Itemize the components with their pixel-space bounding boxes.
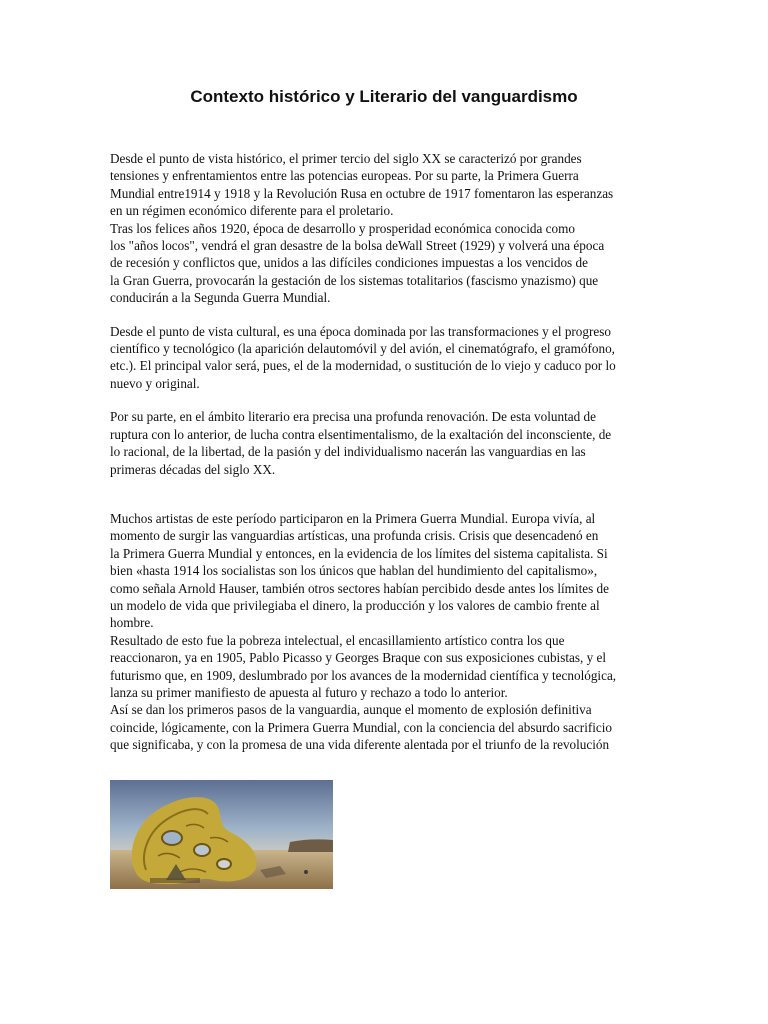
text-line: momento de surgir las vanguardias artísticas, una profunda crisis. Crisis que desencadenó en	[110, 528, 599, 544]
text-line: en un régimen económico diferente para el proletario.	[110, 203, 394, 219]
text-line: científico y tecnológico (la aparición delautomóvil y del avión, el cinematógrafo, el gramófono,	[110, 341, 615, 357]
document-body	[110, 150, 658, 754]
text-line: reaccionaron, ya en 1905, Pablo Picasso y Georges Braque con sus exposiciones cubistas, y el	[110, 650, 606, 666]
paragraph-spacer	[110, 392, 658, 408]
text-line: la Primera Guerra Mundial y entonces, en la evidencia de los límites del sistema capitalista. Si	[110, 545, 608, 561]
text-line: que significaba, y con la promesa de una vida diferente alentada por el triunfo de la revolución	[110, 737, 610, 753]
text-line: un modelo de vida que privilegiaba el dinero, la producción y los valores de cambio frente al	[110, 597, 600, 613]
text-line: Tras los felices años 1920, época de desarrollo y prosperidad económica conocida como	[110, 220, 575, 236]
text-line: lanza su primer manifiesto de apuesta al futuro y rechazo a todo lo anterior.	[110, 684, 508, 700]
text-line: coincide, lógicamente, con la Primera Guerra Mundial, con la conciencia del absurdo sacrificio	[110, 719, 613, 735]
text-line: tensiones y enfrentamientos entre las potencias europeas. Por su parte, la Primera Guerra	[110, 168, 579, 184]
text-line: futurismo que, en 1909, deslumbrado por los avances de la modernidad científica y tecnológica,	[110, 667, 617, 683]
document-title: Contexto histórico y Literario del vanguardismo	[190, 87, 578, 106]
text-line: Muchos artistas de este período participaron en la Primera Guerra Mundial. Europa vivía, al	[110, 510, 596, 526]
text-line: etc.). El principal valor será, pues, el de la modernidad, o sustitución de lo viejo y caduco por lo	[110, 358, 616, 374]
text-line: Desde el punto de vista histórico, el primer tercio del siglo XX se caracterizó por grandes	[110, 151, 582, 166]
text-line: Mundial entre1914 y 1918 y la Revolución Rusa en octubre de 1917 fomentaron las esperanzas	[110, 185, 614, 201]
text-line: Desde el punto de vista cultural, es una época dominada por las transformaciones y el progreso	[110, 323, 611, 339]
text-line: nuevo y original.	[110, 375, 200, 391]
text-line: lo racional, de la libertad, de la pasión y del individualismo nacerán las vanguardias en las	[110, 444, 586, 460]
text-line: Resultado de esto fue la pobreza intelectual, el encasillamiento artístico contra los que	[110, 632, 565, 648]
paragraph-literary-context	[110, 408, 658, 478]
paragraph-artists-war	[110, 510, 658, 754]
paragraph-historical-context	[110, 150, 658, 307]
text-line: la Gran Guerra, provocarán la gestación de los sistemas totalitarios (fascismo ynazismo) que	[110, 272, 599, 288]
paragraph-spacer	[110, 307, 658, 323]
surrealist-painting-image	[110, 780, 333, 889]
text-line: Así se dan los primeros pasos de la vanguardia, aunque el momento de explosión definitiva	[110, 702, 592, 718]
text-line: bien «hasta 1914 los socialistas son los únicos que hablan del hundimiento del capitalismo»,	[110, 563, 598, 579]
text-line: de recesión y conflictos que, unidos a las difíciles condiciones impuestas a los vencidos de	[110, 255, 588, 271]
text-line: hombre.	[110, 615, 154, 631]
text-line: Por su parte, en el ámbito literario era precisa una profunda renovación. De esta voluntad de	[110, 409, 596, 425]
text-line: los "años locos", vendrá el gran desastre de la bolsa deWall Street (1929) y volverá una época	[110, 238, 605, 254]
text-line: conducirán a la Segunda Guerra Mundial.	[110, 290, 331, 306]
paragraph-cultural-context	[110, 323, 658, 393]
text-line: como señala Arnold Hauser, también otros sectores habían percibido desde antes los límites de	[110, 580, 609, 596]
text-line: ruptura con lo anterior, de lucha contra elsentimentalismo, de la exaltación del inconsciente, de	[110, 426, 612, 442]
paragraph-spacer	[110, 478, 658, 510]
text-line: primeras décadas del siglo XX.	[110, 461, 276, 477]
